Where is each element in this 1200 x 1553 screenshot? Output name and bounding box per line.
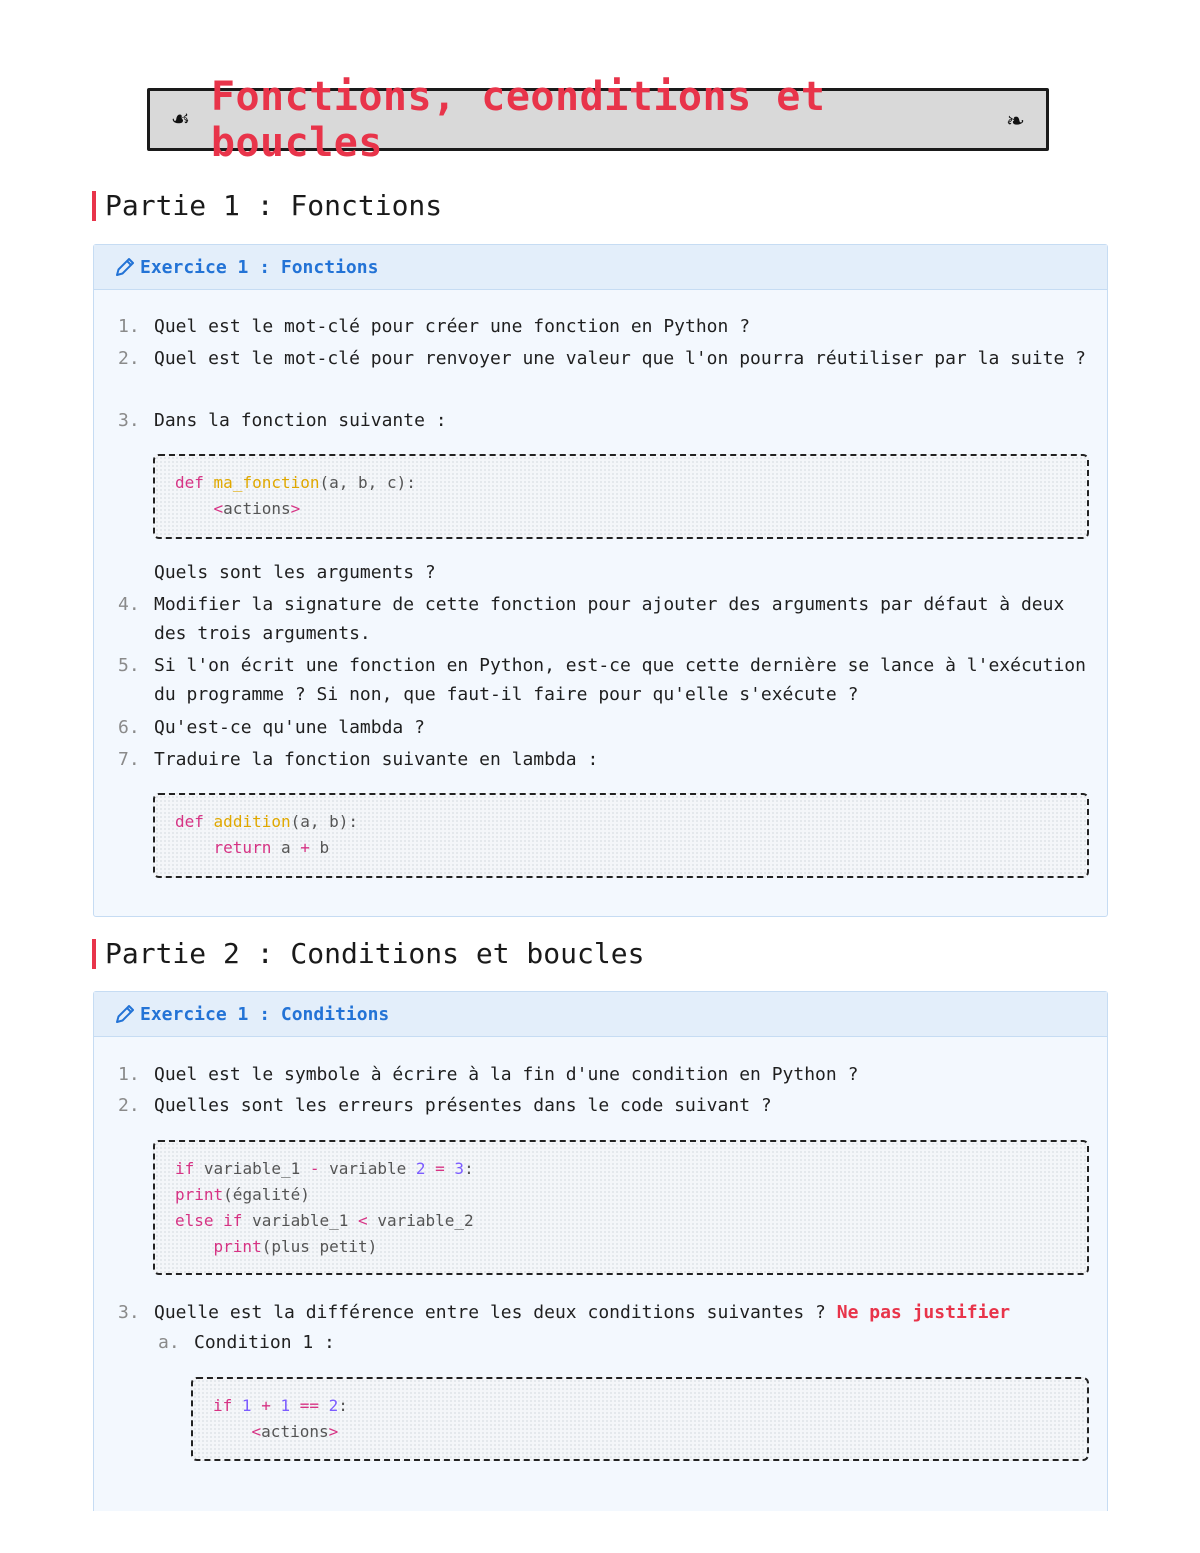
question-item bbox=[118, 1091, 1094, 1120]
code-block-condition-1: if 1 + 1 == 2: <actions> bbox=[191, 1377, 1089, 1461]
question-text: Quelle est la différence entre les deux conditions suivantes ? bbox=[154, 1302, 826, 1323]
question-number: 6. bbox=[118, 717, 140, 738]
document-title-banner bbox=[147, 73, 1049, 166]
question-text: Dans la fonction suivante : bbox=[154, 410, 447, 431]
question-number: 3. bbox=[118, 410, 140, 431]
sub-question-text: Condition 1 : bbox=[194, 1332, 335, 1353]
exercise-header bbox=[94, 992, 1107, 1037]
question-text: Si l'on écrit une fonction en Python, est-ce que cette dernière se lance à l'exécution du programme ? Si non, que faut-il faire pour qu'elle s'exécute ? bbox=[154, 655, 1086, 705]
question-item bbox=[118, 651, 1094, 709]
question-text: Quel est le symbole à écrire à la fin d'une condition en Python ? bbox=[154, 1064, 859, 1085]
question-number: 5. bbox=[118, 655, 140, 676]
pencil-icon bbox=[114, 1003, 136, 1025]
part-1-heading: Partie 1 : Fonctions bbox=[92, 191, 442, 221]
question-item bbox=[118, 344, 1094, 373]
sub-question-letter: a. bbox=[158, 1332, 180, 1353]
question-item bbox=[118, 312, 1094, 341]
code-block-addition: def addition(a, b): return a + b bbox=[153, 793, 1089, 878]
question-number: 2. bbox=[118, 1095, 140, 1116]
document-title: Fonctions, ceonditions et boucles bbox=[210, 73, 826, 166]
sub-question-item bbox=[158, 1328, 994, 1357]
question-number: 4. bbox=[118, 594, 140, 615]
exercise-box-conditions bbox=[93, 991, 1108, 1511]
question-text: Quel est le mot-clé pour créer une fonction en Python ? bbox=[154, 316, 751, 337]
instruction-note: Ne pas justifier bbox=[836, 1302, 1011, 1323]
question-item bbox=[118, 1060, 1094, 1089]
exercise-title: Exercice 1 : Conditions bbox=[140, 1003, 390, 1025]
exercise-box-functions bbox=[93, 244, 1108, 917]
question-number: 2. bbox=[118, 348, 140, 369]
question-number: 3. bbox=[118, 1302, 140, 1323]
question-number: 1. bbox=[118, 1064, 140, 1085]
left-fleuron-icon: ☙ bbox=[172, 103, 189, 136]
question-text: Quelles sont les erreurs présentes dans le code suivant ? bbox=[154, 1095, 772, 1116]
code-block-ma-fonction: def ma_fonction(a, b, c): <actions> bbox=[153, 454, 1089, 539]
question-item bbox=[118, 713, 1094, 742]
exercise-header bbox=[94, 245, 1107, 290]
question-item bbox=[118, 1298, 1114, 1327]
question-text: Quel est le mot-clé pour renvoyer une valeur que l'on pourra réutiliser par la suite ? bbox=[154, 348, 1086, 369]
exercise-title: Exercice 1 : Fonctions bbox=[140, 256, 379, 278]
part-2-heading: Partie 2 : Conditions et boucles bbox=[92, 939, 644, 969]
question-number: 7. bbox=[118, 749, 140, 770]
question-text: Modifier la signature de cette fonction pour ajouter des arguments par défaut à deux des trois arguments. bbox=[154, 594, 1065, 644]
question-text: Traduire la fonction suivante en lambda : bbox=[154, 749, 599, 770]
question-item bbox=[118, 406, 1094, 435]
right-fleuron-icon: ❧ bbox=[1007, 103, 1024, 136]
pencil-icon bbox=[114, 256, 136, 278]
question-number: 1. bbox=[118, 316, 140, 337]
question-item bbox=[118, 590, 1094, 648]
code-block-errors: if variable_1 - variable 2 = 3: print(égalité) else if variable_1 < variable_2 print(plus petit) bbox=[153, 1140, 1089, 1275]
question-followup: Quels sont les arguments ? bbox=[154, 562, 436, 583]
question-text: Qu'est-ce qu'une lambda ? bbox=[154, 717, 425, 738]
question-item bbox=[118, 745, 1094, 774]
